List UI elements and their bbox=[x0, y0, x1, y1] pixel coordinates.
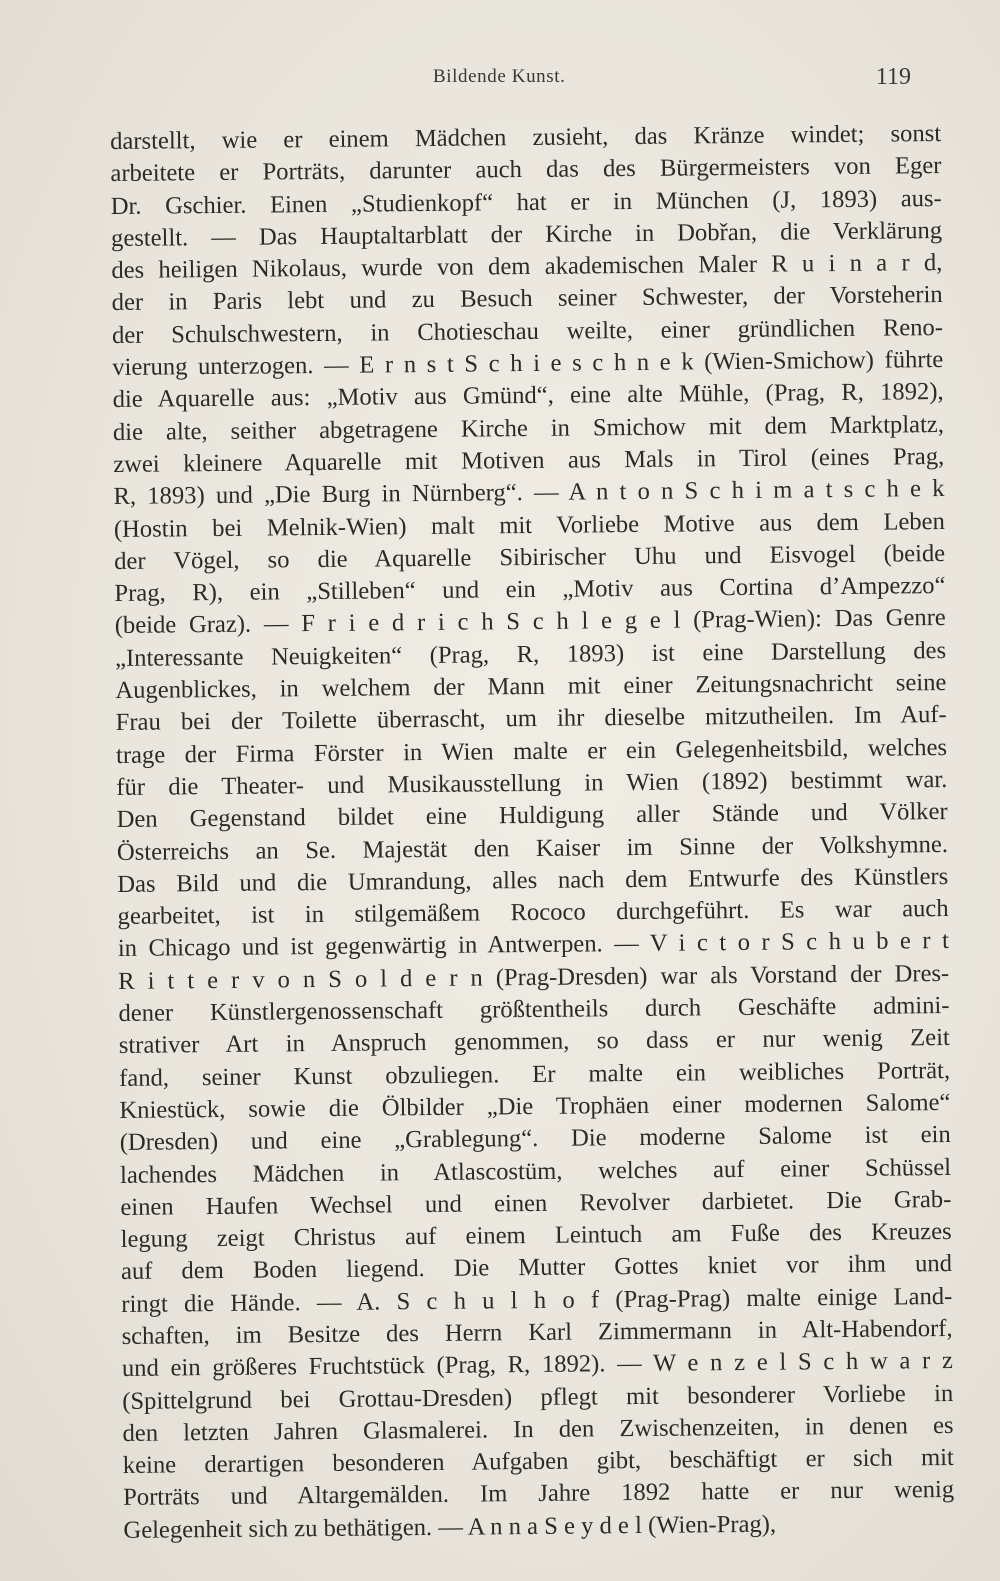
text-line: keine derartigen besonderen Aufgaben gibt, beschäftigt er sich mit bbox=[122, 1444, 954, 1480]
text-line: gestellt. — Das Hauptaltarblatt der Kirche in Dobřan, die Verklärung bbox=[110, 216, 943, 252]
text-line: der in Paris lebt und zu Besuch seiner Schwester, der Vorsteherin bbox=[111, 281, 943, 317]
text-line: fand, seiner Kunst obzuliegen. Er malte ein weibliches Porträt, bbox=[119, 1056, 951, 1092]
running-head: Bildende Kunst. bbox=[433, 66, 566, 87]
text-line: Den Gegenstand bildet eine Huldigung aller Stände und Völker bbox=[116, 798, 948, 834]
text-line: in Chicago und ist gegenwärtig in Antwerpen. — V i c t o r S c h u b e r t bbox=[117, 927, 949, 963]
text-line: und ein größeres Fruchtstück (Prag, R, 1892). — W e n z e l S c h w a r z bbox=[121, 1347, 954, 1383]
text-line: Augenblickes, in welchem der Mann mit einer Zeitungsnachricht seine bbox=[115, 669, 947, 705]
text-line: „Interessante Neuigkeiten“ (Prag, R, 1893) ist eine Darstellung des bbox=[114, 636, 947, 672]
text-line: vierung unterzogen. — E r n s t S c h i e s c h n e k (Wien-Smichow) führte bbox=[112, 346, 944, 382]
text-line: trage der Firma Förster in Wien malte er ein Gelegenheitsbild, welches bbox=[115, 733, 948, 769]
text-line: Das Bild und die Umrandung, alles nach dem Entwurfe des Künstlers bbox=[117, 862, 949, 898]
text-line: Kniestück, sowie die Ölbilder „Die Trophäen einer modernen Salome“ bbox=[119, 1088, 951, 1124]
text-line: dener Künstlergenossenschaft größtentheils durch Geschäfte admini- bbox=[118, 991, 950, 1027]
text-line: strativer Art in Anspruch genommen, so dass er nur wenig Zeit bbox=[118, 1024, 950, 1060]
page-number: 119 bbox=[875, 64, 911, 90]
text-line: schaften, im Besitze des Herrn Karl Zimmermann in Alt-Habendorf, bbox=[121, 1314, 953, 1350]
text-line: der Vögel, so die Aquarelle Sibirischer Uhu und Eisvogel (beide bbox=[114, 539, 946, 575]
text-line: auf dem Boden liegend. Die Mutter Gottes kniet vor ihm und bbox=[120, 1250, 953, 1286]
text-line: (Spittelgrund bei Grottau-Dresden) pflegt mit besonderer Vorliebe in bbox=[122, 1379, 954, 1415]
text-line: (Dresden) und eine „Grablegung“. Die moderne Salome ist ein bbox=[119, 1121, 951, 1157]
text-line: zwei kleinere Aquarelle mit Motiven aus Mals in Tirol (eines Prag, bbox=[113, 442, 945, 478]
text-line: die Aquarelle aus: „Motiv aus Gmünd“, eine alte Mühle, (Prag, R, 1892), bbox=[112, 378, 944, 414]
text-line: Dr. Gschier. Einen „Studienkopf“ hat er in München (J, 1893) aus- bbox=[110, 184, 942, 220]
text-line: legung zeigt Christus auf einem Leintuch am Fuße des Kreuzes bbox=[120, 1218, 952, 1254]
text-line: lachendes Mädchen in Atlascostüm, welches auf einer Schüssel bbox=[119, 1153, 952, 1189]
text-line: arbeitete er Porträts, darunter auch das des Bürgermeisters von Eger bbox=[110, 152, 942, 188]
text-line: für die Theater- und Musikausstellung in Wien (1892) bestimmt war. bbox=[116, 765, 948, 801]
text-line: ringt die Hände. — A. S c h u l h o f (Prag-Prag) malte einige Land- bbox=[121, 1282, 953, 1318]
text-line: (Hostin bei Melnik-Wien) malt mit Vorliebe Motive aus dem Leben bbox=[113, 507, 945, 543]
text-line: (beide Graz). — F r i e d r i c h S c h l e g e l (Prag-Wien): Das Genre bbox=[114, 604, 946, 640]
text-line: die alte, seither abgetragene Kirche in Smichow mit dem Marktplatz, bbox=[112, 410, 945, 446]
text-line: Gelegenheit sich zu bethätigen. — A n n a S e y d e l (Wien-Prag), bbox=[123, 1510, 777, 1544]
text-line: Porträts und Altargemälden. Im Jahre 1892 hatte er nur wenig bbox=[123, 1476, 955, 1512]
text-line: einen Haufen Wechsel und einen Revolver darbietet. Die Grab- bbox=[120, 1185, 952, 1221]
body-text bbox=[110, 118, 955, 1547]
text-line: darstellt, wie er einem Mädchen zusieht, das Kränze windet; sonst bbox=[110, 120, 942, 155]
text-line: Frau bei der Toilette überrascht, um ihr dieselbe mitzutheilen. Im Auf- bbox=[115, 701, 947, 737]
text-line: R, 1893) und „Die Burg in Nürnberg“. — A n t o n S c h i m a t s c h e k bbox=[113, 475, 945, 511]
text-line: Österreichs an Se. Majestät den Kaiser im Sinne der Volkshymne. bbox=[116, 830, 949, 866]
text-line: R i t t e r v o n S o l d e r n (Prag-Dresden) war als Vorstand der Dres- bbox=[118, 959, 950, 995]
text-line: des heiligen Nikolaus, wurde von dem akademischen Maler R u i n a r d, bbox=[111, 249, 943, 285]
text-line: gearbeitet, ist in stilgemäßem Rococo durchgeführt. Es war auch bbox=[117, 895, 949, 931]
text-line: Prag, R), ein „Stilleben“ und ein „Motiv aus Cortina d’Ampezzo“ bbox=[114, 572, 946, 608]
text-line: der Schulschwestern, in Chotieschau weilte, einer gründlichen Reno- bbox=[111, 313, 944, 349]
text-line: den letzten Jahren Glasmalerei. In den Zwischenzeiten, in denen es bbox=[122, 1411, 954, 1447]
